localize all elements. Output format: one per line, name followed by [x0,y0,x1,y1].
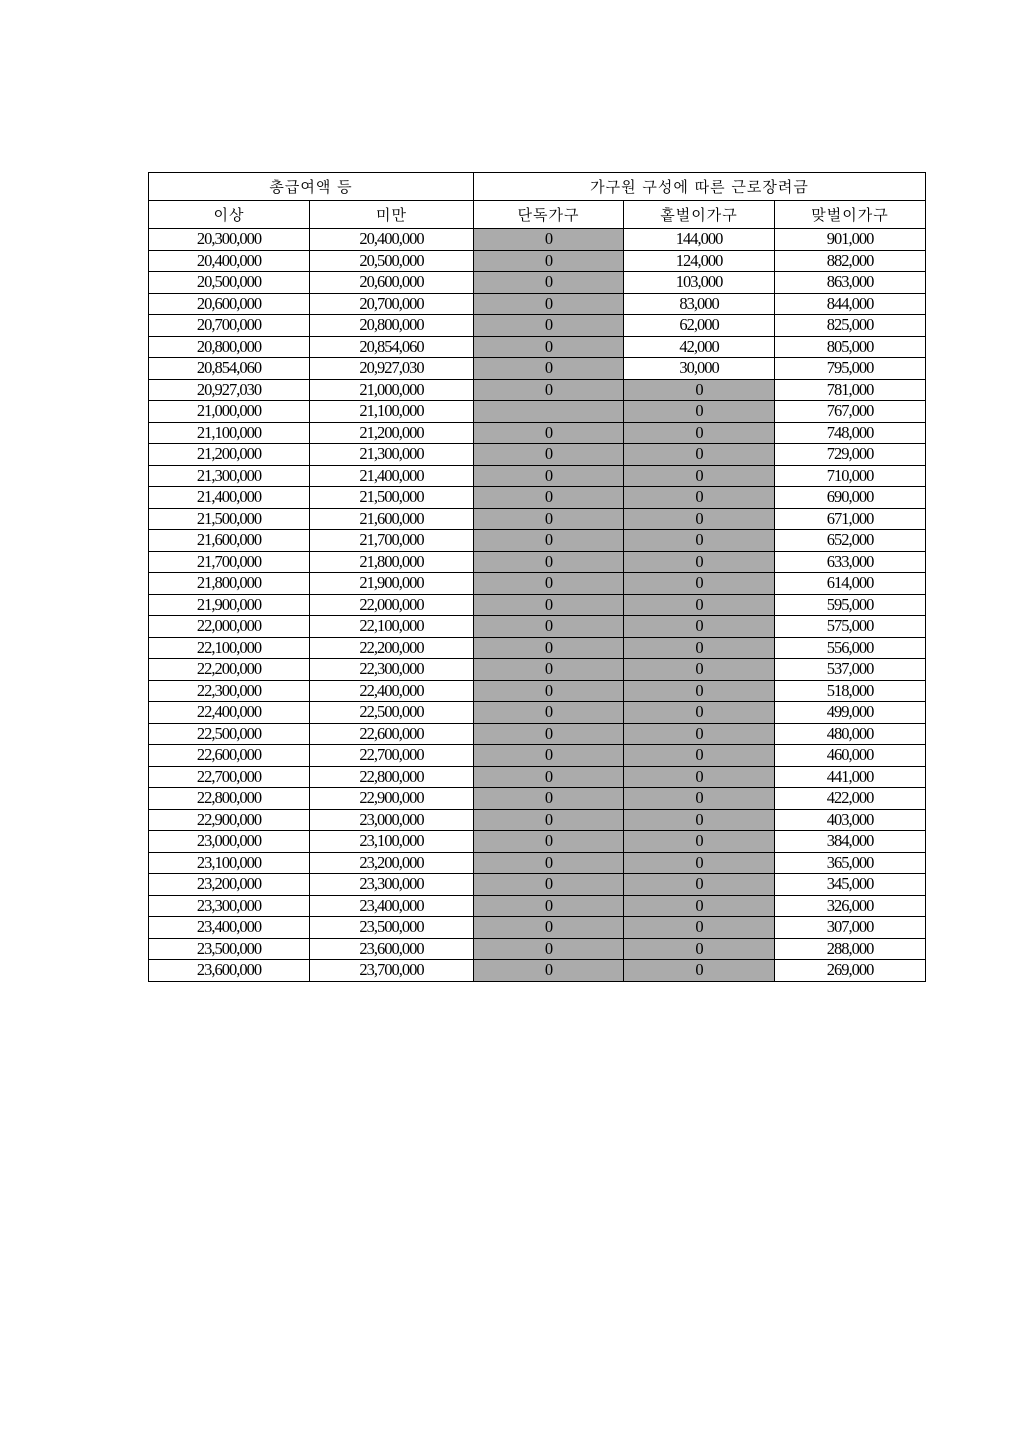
cell-single: 0 [474,422,624,444]
cell-income-min: 23,200,000 [149,874,310,896]
cell-single: 0 [474,508,624,530]
cell-single: 0 [474,745,624,767]
cell-dual-earner: 795,000 [775,358,926,380]
table-row [149,508,926,530]
table-row [149,444,926,466]
cell-single: 0 [474,465,624,487]
table-row [149,272,926,294]
cell-income-max: 21,700,000 [310,530,474,552]
cell-single: 0 [474,659,624,681]
cell-dual-earner: 671,000 [775,508,926,530]
col-header-dual-earner: 맞벌이가구 [775,201,926,229]
table-row [149,379,926,401]
cell-income-max: 22,000,000 [310,594,474,616]
cell-income-min: 20,600,000 [149,293,310,315]
table-row [149,401,926,423]
cell-single: 0 [474,444,624,466]
cell-income-min: 21,700,000 [149,551,310,573]
cell-income-min: 21,200,000 [149,444,310,466]
table-row [149,659,926,681]
table-row [149,637,926,659]
cell-income-max: 22,200,000 [310,637,474,659]
cell-single: 0 [474,250,624,272]
cell-income-min: 20,800,000 [149,336,310,358]
cell-income-max: 21,300,000 [310,444,474,466]
cell-income-min: 23,600,000 [149,960,310,982]
cell-dual-earner: 307,000 [775,917,926,939]
table-row [149,766,926,788]
cell-dual-earner: 825,000 [775,315,926,337]
cell-income-min: 21,400,000 [149,487,310,509]
cell-dual-earner: 748,000 [775,422,926,444]
cell-single: 0 [474,809,624,831]
table-row [149,594,926,616]
cell-single: 0 [474,680,624,702]
table-row [149,938,926,960]
cell-income-min: 22,400,000 [149,702,310,724]
table-row [149,573,926,595]
table-row [149,702,926,724]
cell-one-earner: 0 [624,766,775,788]
table-row [149,358,926,380]
cell-single: 0 [474,938,624,960]
cell-one-earner: 0 [624,530,775,552]
cell-income-max: 21,600,000 [310,508,474,530]
cell-income-max: 23,400,000 [310,895,474,917]
cell-dual-earner: 901,000 [775,229,926,251]
cell-income-min: 22,600,000 [149,745,310,767]
cell-income-min: 22,900,000 [149,809,310,831]
cell-income-max: 23,100,000 [310,831,474,853]
cell-single: 0 [474,551,624,573]
cell-income-min: 22,700,000 [149,766,310,788]
cell-income-min: 20,700,000 [149,315,310,337]
cell-income-max: 22,900,000 [310,788,474,810]
cell-income-max: 23,500,000 [310,917,474,939]
cell-income-min: 22,800,000 [149,788,310,810]
table-row [149,788,926,810]
cell-single: 0 [474,831,624,853]
cell-single: 0 [474,702,624,724]
table-row [149,616,926,638]
cell-single: 0 [474,272,624,294]
cell-dual-earner: 384,000 [775,831,926,853]
cell-income-max: 23,200,000 [310,852,474,874]
cell-income-min: 23,100,000 [149,852,310,874]
cell-one-earner: 0 [624,938,775,960]
cell-one-earner: 103,000 [624,272,775,294]
cell-income-max: 23,700,000 [310,960,474,982]
cell-one-earner: 0 [624,895,775,917]
cell-income-max: 23,300,000 [310,874,474,896]
cell-single: 0 [474,573,624,595]
cell-one-earner: 42,000 [624,336,775,358]
cell-single [474,401,624,423]
cell-income-min: 22,300,000 [149,680,310,702]
cell-dual-earner: 460,000 [775,745,926,767]
table-body [149,229,926,982]
cell-dual-earner: 403,000 [775,809,926,831]
cell-dual-earner: 633,000 [775,551,926,573]
cell-one-earner: 0 [624,508,775,530]
cell-dual-earner: 710,000 [775,465,926,487]
cell-income-max: 22,400,000 [310,680,474,702]
cell-one-earner: 0 [624,788,775,810]
cell-income-min: 21,500,000 [149,508,310,530]
cell-dual-earner: 767,000 [775,401,926,423]
cell-income-min: 22,500,000 [149,723,310,745]
cell-one-earner: 0 [624,745,775,767]
income-group-header: 총급여액 등 [149,173,474,201]
cell-income-max: 22,300,000 [310,659,474,681]
cell-dual-earner: 499,000 [775,702,926,724]
credit-group-header: 가구원 구성에 따른 근로장려금 [474,173,926,201]
table-row [149,229,926,251]
cell-income-max: 22,500,000 [310,702,474,724]
table-row [149,852,926,874]
table-row [149,723,926,745]
cell-income-max: 21,800,000 [310,551,474,573]
cell-dual-earner: 556,000 [775,637,926,659]
cell-income-max: 21,100,000 [310,401,474,423]
cell-income-min: 20,400,000 [149,250,310,272]
cell-dual-earner: 480,000 [775,723,926,745]
col-header-single: 단독가구 [474,201,624,229]
cell-income-max: 22,800,000 [310,766,474,788]
table-row [149,874,926,896]
cell-one-earner: 0 [624,702,775,724]
cell-income-max: 22,100,000 [310,616,474,638]
table-row [149,809,926,831]
table-row [149,487,926,509]
cell-income-min: 21,600,000 [149,530,310,552]
col-header-max: 미만 [310,201,474,229]
cell-dual-earner: 365,000 [775,852,926,874]
cell-single: 0 [474,530,624,552]
cell-income-max: 21,000,000 [310,379,474,401]
cell-dual-earner: 345,000 [775,874,926,896]
cell-dual-earner: 844,000 [775,293,926,315]
cell-dual-earner: 422,000 [775,788,926,810]
cell-one-earner: 0 [624,379,775,401]
cell-one-earner: 144,000 [624,229,775,251]
cell-income-max: 20,500,000 [310,250,474,272]
cell-income-max: 20,600,000 [310,272,474,294]
cell-dual-earner: 575,000 [775,616,926,638]
cell-income-min: 23,300,000 [149,895,310,917]
table-row [149,895,926,917]
cell-single: 0 [474,917,624,939]
col-header-min: 이상 [149,201,310,229]
cell-income-min: 21,000,000 [149,401,310,423]
cell-income-min: 21,800,000 [149,573,310,595]
earned-income-credit-table [148,172,926,982]
cell-income-max: 20,927,030 [310,358,474,380]
cell-one-earner: 0 [624,573,775,595]
cell-income-max: 23,600,000 [310,938,474,960]
cell-one-earner: 0 [624,551,775,573]
cell-income-max: 22,700,000 [310,745,474,767]
cell-one-earner: 0 [624,594,775,616]
cell-dual-earner: 729,000 [775,444,926,466]
cell-income-max: 21,500,000 [310,487,474,509]
cell-one-earner: 0 [624,401,775,423]
table-row [149,831,926,853]
cell-one-earner: 30,000 [624,358,775,380]
cell-one-earner: 0 [624,723,775,745]
cell-single: 0 [474,336,624,358]
cell-income-max: 20,800,000 [310,315,474,337]
cell-one-earner: 0 [624,874,775,896]
cell-income-min: 23,500,000 [149,938,310,960]
group-header-row [149,173,926,201]
cell-dual-earner: 652,000 [775,530,926,552]
cell-income-min: 20,300,000 [149,229,310,251]
cell-dual-earner: 863,000 [775,272,926,294]
cell-dual-earner: 882,000 [775,250,926,272]
cell-single: 0 [474,358,624,380]
cell-income-min: 22,100,000 [149,637,310,659]
cell-single: 0 [474,960,624,982]
cell-dual-earner: 441,000 [775,766,926,788]
cell-income-min: 20,500,000 [149,272,310,294]
cell-one-earner: 0 [624,616,775,638]
cell-single: 0 [474,594,624,616]
table-row [149,917,926,939]
cell-income-min: 23,400,000 [149,917,310,939]
cell-dual-earner: 614,000 [775,573,926,595]
cell-single: 0 [474,487,624,509]
cell-income-min: 23,000,000 [149,831,310,853]
cell-income-min: 20,927,030 [149,379,310,401]
cell-income-max: 20,400,000 [310,229,474,251]
cell-single: 0 [474,852,624,874]
table-row [149,250,926,272]
table-row [149,293,926,315]
cell-one-earner: 0 [624,680,775,702]
cell-income-max: 22,600,000 [310,723,474,745]
table-row [149,551,926,573]
cell-income-max: 21,200,000 [310,422,474,444]
cell-one-earner: 0 [624,444,775,466]
cell-income-max: 21,400,000 [310,465,474,487]
cell-income-max: 20,854,060 [310,336,474,358]
cell-one-earner: 0 [624,852,775,874]
column-header-row [149,201,926,229]
cell-income-min: 21,900,000 [149,594,310,616]
cell-dual-earner: 518,000 [775,680,926,702]
table-row [149,530,926,552]
cell-one-earner: 0 [624,809,775,831]
cell-income-max: 23,000,000 [310,809,474,831]
cell-dual-earner: 326,000 [775,895,926,917]
cell-one-earner: 0 [624,659,775,681]
cell-one-earner: 83,000 [624,293,775,315]
col-header-one-earner: 홑벌이가구 [624,201,775,229]
cell-single: 0 [474,895,624,917]
cell-income-min: 22,000,000 [149,616,310,638]
cell-single: 0 [474,637,624,659]
cell-income-min: 22,200,000 [149,659,310,681]
table-row [149,465,926,487]
cell-single: 0 [474,788,624,810]
cell-dual-earner: 690,000 [775,487,926,509]
cell-dual-earner: 537,000 [775,659,926,681]
cell-one-earner: 0 [624,487,775,509]
cell-dual-earner: 595,000 [775,594,926,616]
cell-one-earner: 0 [624,422,775,444]
cell-single: 0 [474,723,624,745]
cell-single: 0 [474,229,624,251]
cell-single: 0 [474,616,624,638]
cell-one-earner: 0 [624,637,775,659]
table-row [149,960,926,982]
cell-dual-earner: 805,000 [775,336,926,358]
table-row [149,422,926,444]
cell-dual-earner: 781,000 [775,379,926,401]
cell-dual-earner: 288,000 [775,938,926,960]
cell-income-min: 21,100,000 [149,422,310,444]
table-row [149,680,926,702]
cell-single: 0 [474,766,624,788]
table-row [149,336,926,358]
cell-one-earner: 0 [624,960,775,982]
cell-income-max: 21,900,000 [310,573,474,595]
table-row [149,315,926,337]
cell-one-earner: 0 [624,917,775,939]
cell-single: 0 [474,874,624,896]
cell-single: 0 [474,293,624,315]
cell-one-earner: 62,000 [624,315,775,337]
cell-single: 0 [474,379,624,401]
cell-one-earner: 0 [624,465,775,487]
table-row [149,745,926,767]
cell-one-earner: 124,000 [624,250,775,272]
cell-single: 0 [474,315,624,337]
cell-income-min: 21,300,000 [149,465,310,487]
cell-one-earner: 0 [624,831,775,853]
cell-income-max: 20,700,000 [310,293,474,315]
cell-dual-earner: 269,000 [775,960,926,982]
cell-income-min: 20,854,060 [149,358,310,380]
